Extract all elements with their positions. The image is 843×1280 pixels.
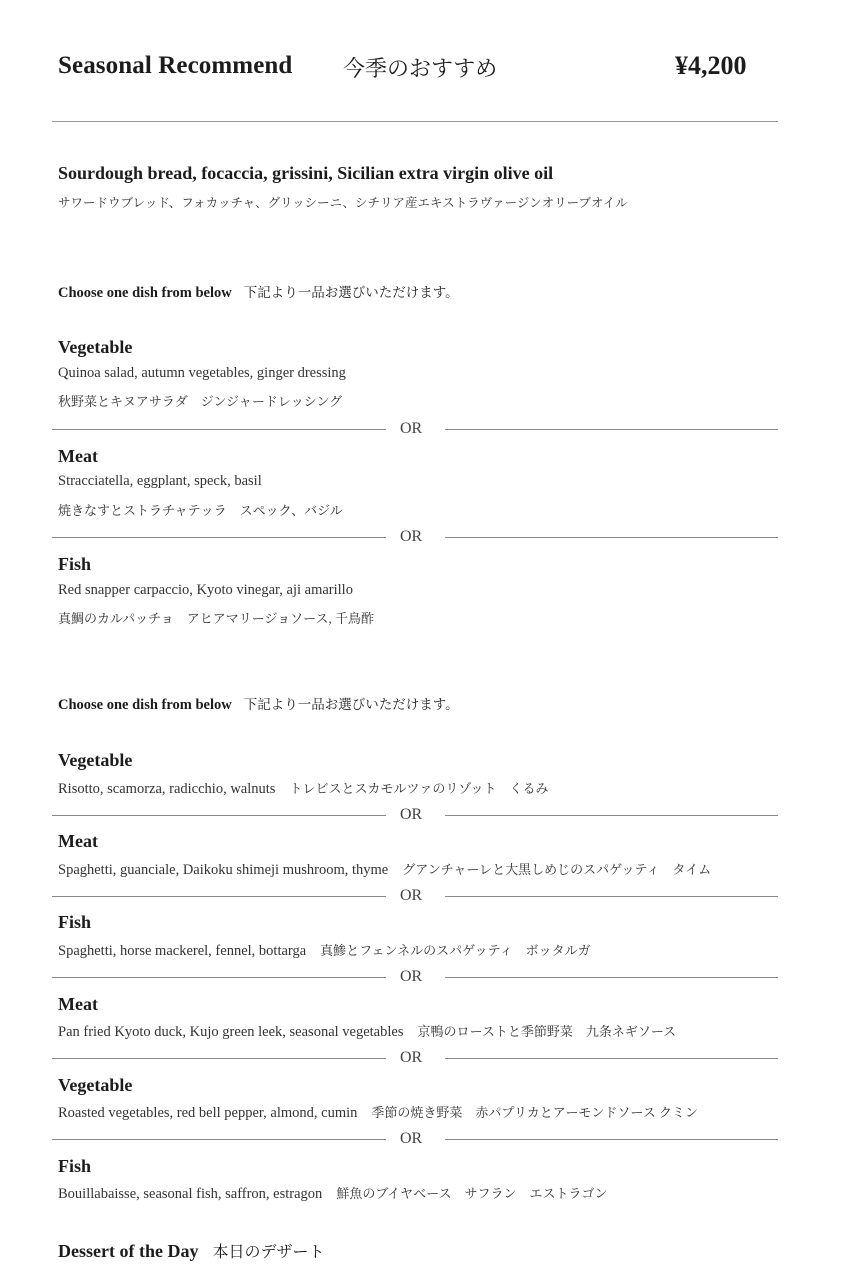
separator-line [52, 977, 386, 978]
separator-line [445, 815, 778, 816]
course2-instruction-jp: 下記より一品お選びいただけます。 [243, 697, 459, 712]
course2-item-category: Meat [58, 831, 98, 851]
course2-item-desc-en: Pan fried Kyoto duck, Kujo green leek, seasonal vegetables [58, 1024, 404, 1040]
dessert-title-jp: 本日のデザート [212, 1244, 325, 1261]
header-divider [52, 121, 778, 122]
or-label: OR [400, 1049, 423, 1066]
course1-item-desc-en: Quinoa salad, autumn vegetables, ginger dressing [58, 365, 346, 381]
separator-line [445, 1139, 778, 1140]
course2-item-desc [58, 940, 591, 960]
separator-line [52, 1058, 386, 1059]
course2-item-desc-en: Spaghetti, guanciale, Daikoku shimeji mushroom, thyme [58, 862, 389, 878]
course2-item-desc-en: Risotto, scamorza, radicchio, walnuts [58, 781, 276, 797]
separator-line [445, 896, 778, 897]
course1-item-desc-en: Red snapper carpaccio, Kyoto vinegar, aji amarillo [58, 582, 353, 598]
course2-item-desc [58, 1102, 698, 1122]
separator-line [52, 815, 386, 816]
or-label: OR [400, 968, 423, 985]
menu-title-jp: 今季のおすすめ [343, 56, 498, 81]
separator-line [445, 1058, 778, 1059]
course2-item-desc-jp: トレビスとスカモルツァのリゾット くるみ [289, 781, 549, 796]
course1-item-desc-en: Stracciatella, eggplant, speck, basil [58, 473, 262, 489]
separator-line [52, 537, 386, 538]
course1-item-category: Vegetable [58, 337, 133, 357]
dessert-title-en: Dessert of the Day [58, 1241, 199, 1261]
or-label: OR [400, 806, 423, 823]
course1-item-category: Meat [58, 446, 98, 466]
course2-item-desc [58, 859, 711, 879]
course2-item-desc-jp: グアンチャーレと大黒しめじのスパゲッティ タイム [402, 862, 712, 877]
separator-line [52, 1139, 386, 1140]
course2-item-desc-jp: 鮮魚のブイヤベース サフラン エストラゴン [336, 1186, 608, 1201]
course1-item-desc-jp: 秋野菜とキヌアサラダ ジンジャードレッシング [58, 394, 343, 409]
course1-item-desc-jp: 真鯛のカルパッチョ アヒアマリージョソース, 千鳥酢 [58, 611, 375, 626]
or-label: OR [400, 1130, 423, 1147]
course2-item-desc-jp: 真鯵とフェンネルのスパゲッティ ボッタルガ [320, 943, 591, 958]
or-separator [52, 528, 778, 548]
separator-line [445, 537, 778, 538]
separator-line [52, 429, 386, 430]
bread-course-title: Sourdough bread, focaccia, grissini, Sicilian extra virgin olive oil [58, 163, 554, 183]
or-separator [52, 420, 778, 440]
or-separator [52, 1049, 778, 1069]
course2-item-category: Vegetable [58, 750, 133, 770]
or-separator [52, 806, 778, 826]
course2-item-category: Meat [58, 994, 98, 1014]
course2-item-desc-jp: 京鴨のローストと季節野菜 九条ネギソース [417, 1024, 677, 1039]
course2-item-desc [58, 1021, 676, 1041]
course1-instruction [58, 281, 459, 302]
course2-instruction [58, 693, 459, 714]
separator-line [52, 896, 386, 897]
or-label: OR [400, 887, 423, 904]
separator-line [445, 429, 778, 430]
course2-item-desc-en: Roasted vegetables, red bell pepper, almond, cumin [58, 1105, 358, 1121]
course1-item-desc-jp: 焼きなすとストラチャテッラ スペック、バジル [58, 503, 343, 518]
bread-course-jp: サワードウブレッド、フォカッチャ、グリッシーニ、シチリア産エキストラヴァージンオリーブオイル [58, 196, 628, 210]
or-label: OR [400, 528, 423, 545]
menu-price: ¥4,200 [675, 51, 747, 80]
course2-item-category: Fish [58, 1156, 92, 1176]
course2-item-desc-en: Spaghetti, horse mackerel, fennel, bottarga [58, 943, 307, 959]
or-separator [52, 968, 778, 988]
course2-instruction-en: Choose one dish from below [58, 697, 232, 713]
menu-title: Seasonal Recommend [58, 52, 293, 79]
course2-item-category: Vegetable [58, 1075, 133, 1095]
course2-item-desc-en: Bouillabaisse, seasonal fish, saffron, estragon [58, 1186, 323, 1202]
course2-item-category: Fish [58, 912, 92, 932]
dessert-course [58, 1239, 324, 1262]
course1-instruction-en: Choose one dish from below [58, 285, 232, 301]
course1-item-category: Fish [58, 554, 92, 574]
course2-item-desc [58, 778, 549, 798]
or-separator [52, 1130, 778, 1150]
course1-instruction-jp: 下記より一品お選びいただけます。 [243, 285, 459, 300]
course2-item-desc-jp: 季節の焼き野菜 赤パプリカとアーモンドソース クミン [371, 1105, 698, 1120]
course2-item-desc [58, 1183, 608, 1203]
separator-line [445, 977, 778, 978]
or-label: OR [400, 420, 423, 437]
or-separator [52, 887, 778, 907]
